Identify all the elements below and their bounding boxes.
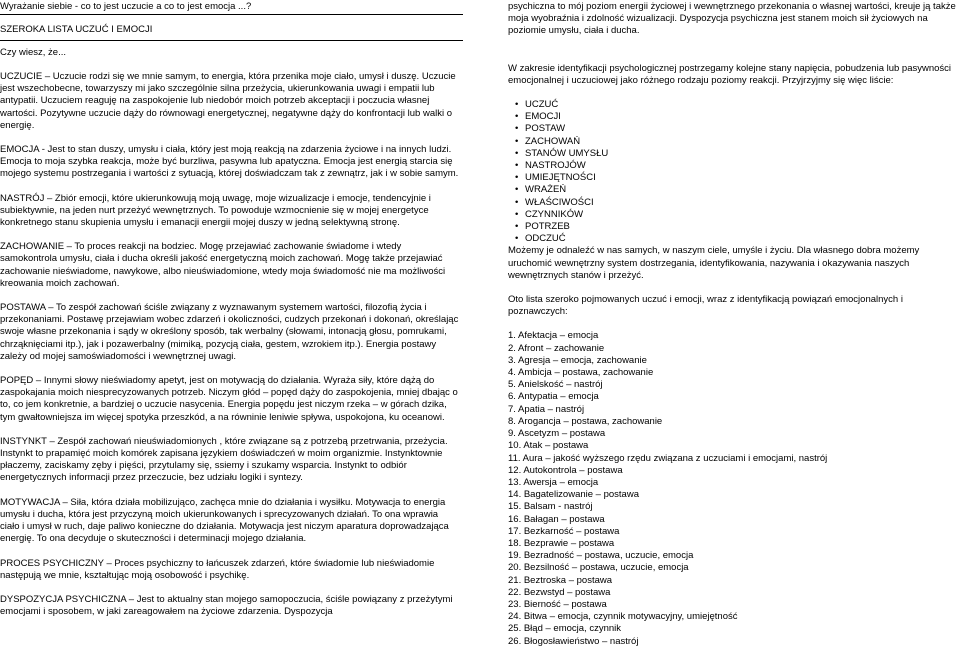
list-item: 25. Błąd – emocja, czynnik [508,623,622,635]
list-item: 18. Bezprawie – postawa [508,537,615,549]
list-item: 3. Agresja – emocja, zachowanie [508,354,647,366]
definition-instynkt: INSTYNKT – Zespół zachowań nieuświadomionych , które związane są z potrzebą przetrwania, przeżycia. Instynkt to prapamięć moich komórek zapisana językiem doświadczeń w moim organizmie. Instynktownie płaczemy, zaciskamy zęby i pięści, przytulamy się, ssiemy i szukamy wsparcia. Instynkt to odbiór energetycznych informacji przez przeczucie, bez udziału logiki i syntezy. [0,435,448,484]
list-item: 20. Bezsilność – postawa, uczucie, emocja [508,562,689,574]
list-item: • POTRZEB [525,221,960,233]
list-item: 7. Apatia – nastrój [508,403,585,415]
title-rule [0,40,463,41]
list-item: 16. Bałagan – postawa [508,513,605,525]
list-item: 4. Ambicja – postawa, zachowanie [508,367,654,379]
list-item: 5. Anielskość – nastrój [508,379,603,391]
list-item: 12. Autokontrola – postawa [508,464,623,476]
list-item: 2. Afront – zachowanie [508,342,605,354]
list-title: SZEROKA LISTA UCZUĆ I EMOCJI [0,24,153,35]
definitions [0,71,460,630]
numbered-list-b [508,489,960,648]
list-item: 17. Bezkarność – postawa [508,525,620,537]
list-item: 19. Bezradność – postawa, uczucie, emocja [508,550,694,562]
list-item: • WŁAŚCIWOŚCI [525,197,960,209]
list-item: • UCZUĆ [525,99,960,111]
definition-nastroj: NASTRÓJ – Zbiór emocji, które ukierunkowują moją uwagę, moje wizualizacje i emocje, tendencyjnie i subiektywnie, na jeden nurt przeżyć wewnętrznych. To powoduje wzmocnienie się w mojej energetyce konkretnego stanu skupienia umysłu i emanacji energii mojej duszy w jedną selektywną stronę. [0,192,431,229]
list-item: 15. Balsam - nastrój [508,501,593,513]
numbered-list-a [508,330,960,489]
definition-zachowanie: ZACHOWANIE – To proces reakcji na bodziec. Mogę przejawiać zachowanie świadome i wtedy samokontrola umysłu, ciała i ducha określi jakość energetyczną moich zachowań. Mogę także przejawiać zachowanie nieświadome, nawykowe, albo nieuświadomione, wtedy moja świadomość nie ma możliwości kreowania moich zachowań. [0,241,446,289]
definition-poped: POPĘD – Innymi słowy nieświadomy apetyt, jest on motywacją do działania. Wyraża siły, które dążą do zaspokajania moich niesprecyzowanych potrzeb. Niczym głód – popęd dąży do zaspokojenia, mniej dbając o to, co jem konkretnie, a bardziej o uczucie nasycenia. Energia popędu jest niczym rzeka – w górach dzika, tym gwałtowniejsza im więcej spotyka przeszkód, a na równinie leniwie spływa, uspokojona, ku oceanowi. [0,375,458,423]
list-intro: Oto lista szeroko pojmowanych uczuć i emocji, wraz z identyfikacją powiązań emocjonalnych i poznawczych: [508,294,903,318]
dyspozycja-continued: psychiczna to mój poziom energii życiowej i wewnętrznego przekonania o własnej wartości, kreuje ją także moja wyobraźnia i zdolność wizualizacji. Dyspozycja psychiczna jest stanem moich sił życiowych na poziomie umysłu, ciała i ducha. [508,1,956,37]
list-item: • EMOCJI [525,111,960,123]
list-item: 10. Atak – postawa [508,440,589,452]
list-item: • POSTAW [525,123,960,135]
list-item: 9. Ascetyzm – postawa [508,428,606,440]
list-item: 13. Awersja – emocja [508,476,599,488]
list-item: 21. Beztroska – postawa [508,574,613,586]
page-header-title: Wyrażanie siebie - co to jest uczucie a co to jest emocja ...? [0,1,252,12]
definition-motywacja: MOTYWACJA – Siła, która działa mobilizująco, zachęca mnie do działania i wysiłku. Motywacja to energia umysłu i ducha, która jest przyczyną moich ukierunkowanych i sprecyzowanych działań. To ona wprawia ciało i umysł w ruch, daje paliwo konieczne do działania. Motywacja jest niczym aparatura doprowadzająca energię. To ona decyduje o skuteczności i determinacji mojego działania. [0,496,449,545]
category-list [508,99,960,245]
list-item: 11. Aura – jakość wyższego rzędu związana z uczuciami i emocjami, nastrój [508,452,828,464]
list-item: • UMIEJĘTNOŚCI [525,172,960,184]
definition-dyspozycja: DYSPOZYCJA PSYCHICZNA – Jest to aktualny stan mojego samopoczucia, ściśle powiązany z przeżytymi emocjami i sposobem, w jaki zareagowałem na życiowe zdarzenia. Dyspozycja [0,593,453,618]
definition-emocja: EMOCJA - Jest to stan duszy, umysłu i ciała, który jest moją reakcją na zdarzenia życiowe i na innych ludzi. Emocja to moja szybka reakcja, może być burzliwa, pasywna lub apatyczna. Emocja jest energią starcia się mojego systemu postrzegania i wartości z sytuacją, której doświadczam tak z zewnątrz, jak i w sobie samym. [0,144,459,180]
intro-text: Czy wiesz, że... [0,47,66,58]
zakres-paragraph: W zakresie identyfikacji psychologicznej postrzegamy kolejne stany napięcia, pobudzenia lub pasywności emocjonalnej i uczuciowej jako różnego rodzaju poziomy reakcji. Przyjrzyjmy się więc liście: [508,62,952,86]
list-item: • CZYNNIKÓW [525,209,960,221]
list-item: 23. Bierność – postawa [508,598,607,610]
list-item: 26. Błogosławieństwo – nastrój [508,635,639,647]
definition-uczucie: UCZUCIE – Uczucie rodzi się we mnie samym, to energia, która przenika moje ciało, umysł i duszę. Uczucie jest wszechobecne, towarzyszy mi jako szczególnie silna przeżycia, ukierunkowania uwagi i empatii lub antypatii. Uczuciem reaguję na zaspokojenie lub niedobór moich potrzeb akceptacji i poczucia własnej wartości. Pozytywne uczucie dąży do równowagi energetycznej, negatywne dąży do konfrontacji lub walki o energię. [0,71,456,131]
list-item: 1. Afektacja – emocja [508,330,599,342]
list-item: • ZACHOWAŃ [525,136,960,148]
list-item: 22. Bezwstyd – postawa [508,586,611,598]
list-item: • WRAŻEŃ [525,184,960,196]
list-item: • STANÓW UMYSŁU [525,148,960,160]
after-bullets-paragraph: Możemy je odnaleźć w nas samych, w naszym ciele, umyśle i życiu. Dla własnego dobra możemy uruchomić wewnętrzny system dostrzegania, identyfikowania, nazywania i okazywania naszych wewnętrznych stanów i przeżyć. [508,245,920,281]
definition-postawa: POSTAWA – To zespół zachowań ściśle związany z wyznawanym systemem wartości, filozofią życia i przekonaniami. Postawę przejawiam wobec zdarzeń i okoliczności, cudzych przekonań i dokonań, określając swoje własne przekonania i sądy w określony sposób, tak werbalny (słowami, intonacją głosu, pomrukami, chrząknięciami itp.), jak i pozawerbalny (mimiką, pozycją ciała, gestem, wzrokiem itp.). Energia postawy zależy od mojej samoświadomości i wewnętrznej uwagi. [0,302,459,362]
list-item: • NASTROJÓW [525,160,960,172]
list-item: 6. Antypatia – emocja [508,391,599,403]
list-item: 8. Arogancja – postawa, zachowanie [508,415,663,427]
list-item: 24. Bitwa – emocja, czynnik motywacyjny, umiejętność [508,611,738,623]
list-item: 14. Bagatelizowanie – postawa [508,489,639,501]
list-item: • ODCZUĆ [525,233,960,245]
right-column [508,1,960,648]
definition-proces-psychiczny: PROCES PSYCHICZNY – Proces psychiczny to łańcuszek zdarzeń, które świadomie lub nieświadomie następują we mnie, kształtując moją osobowość i psychikę. [0,557,435,581]
header-rule [0,14,463,15]
